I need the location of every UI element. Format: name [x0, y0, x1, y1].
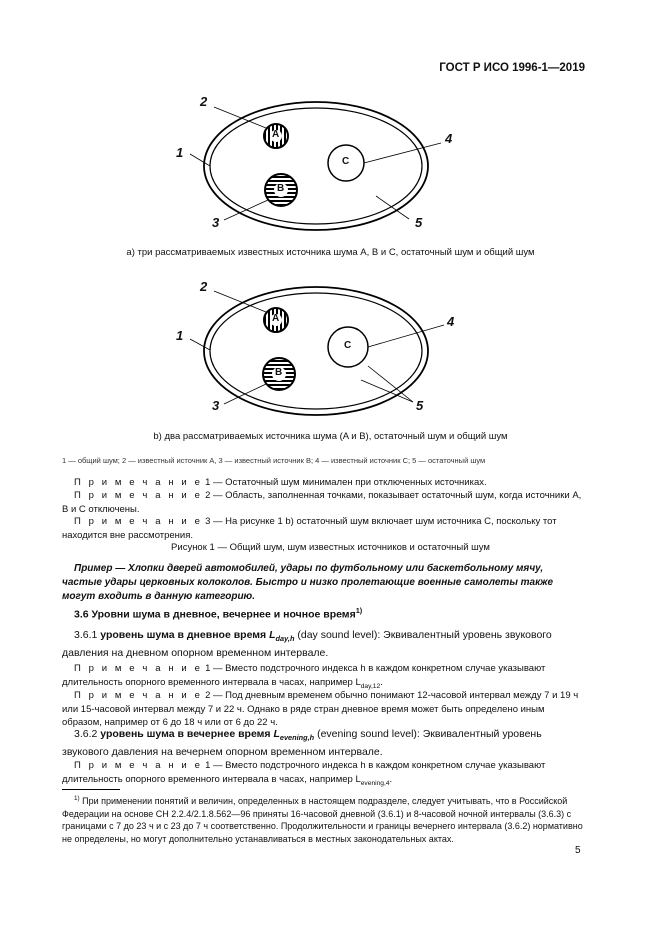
- term-3-6-2-note-1: П р и м е ч а н и е 1 — Вместо подстрочного индекса h в каждом конкретном случае указывают длительность опорного временного интервала в часах, например $L_{evening,4}$.: [62, 760, 546, 787]
- section-heading: [74, 606, 362, 621]
- callout-4a: 4: [445, 131, 453, 146]
- example-paragraph: Пример — Хлопки дверей автомобилей, удары по футбольному или баскетбольному мячу, частые удары церковных колоколов. Быстро и низко пролетающие военные самолеты также могут входить в данную категорию.: [62, 563, 554, 602]
- note-text: 1 — Вместо подстрочного индекса h в каждом конкретном случае указывают длительность опорного временного интервала в часах, например L: [62, 760, 546, 785]
- source-b-label: B: [275, 367, 283, 378]
- callout-1a: 1: [176, 145, 184, 160]
- note-prefix: П р и м е ч а н и е: [74, 477, 203, 488]
- note-text: 1 — Остаточный шум минимален при отключенных источниках.: [202, 477, 487, 488]
- total-noise-boundary-outer: [204, 102, 428, 230]
- figure-b-caption: b) два рассматриваемых источника шума (A и B), остаточный шум и общий шум: [153, 431, 508, 442]
- callout-5b: 5: [416, 398, 424, 413]
- term-definition: (evening sound level): Эквивалентный уровень звукового давления на вечернем опорном временном интервале.: [62, 728, 542, 759]
- term-3-6-1-note-1: П р и м е ч а н и е 1 — Вместо подстрочного индекса h в каждом конкретном случае указывают длительность опорного временного интервала в часах, например $L_{day,12}$.: [62, 663, 546, 690]
- callout-3b: 3: [212, 398, 220, 413]
- note-text: 3 — На рисунке 1 b) остаточный шум включает шум источника C, поскольку тот находится вне рассмотрения.: [62, 516, 557, 541]
- note-subscript: day,12: [360, 682, 381, 690]
- note-text: 2 — Область, заполненная точками, показывает остаточный шум, когда источники A, B и C отключены.: [62, 490, 582, 515]
- note-1: [62, 476, 584, 490]
- source-b-label: B: [277, 183, 285, 194]
- source-a-label: A: [272, 313, 280, 324]
- callout-5a: 5: [415, 215, 423, 230]
- footnote-mark: 1): [74, 795, 80, 802]
- figure-a-caption: а) три рассматриваемых известных источника шума A, B и C, остаточный шум и общий шум: [126, 247, 535, 258]
- note-3: [62, 515, 584, 542]
- source-c-label: C: [342, 156, 350, 167]
- callout-2b: 2: [200, 279, 208, 294]
- section-heading-text: 3.6 Уровни шума в дневное, вечернее и ночное время: [74, 608, 356, 621]
- term-symbol-subscript: evening,h: [279, 733, 315, 743]
- note-prefix: П р и м е ч а н и е: [74, 760, 203, 771]
- term-name: уровень шума в вечернее время: [100, 728, 274, 740]
- note-text: 2 — Под дневным временем обычно понимают 12-часовой интервал между 7 и 19 ч или 15-часовой интервал между 7 и 22 ч. Однако в ряде стран дневное время может быть определено иным образом, например от 6 до 18 ч или от 6 до 22 ч.: [62, 690, 579, 728]
- figure-b-diagram: [0, 275, 661, 425]
- note-text: 1 — Вместо подстрочного индекса h в каждом конкретном случае указывают длительность опорного временного интервала в часах, например L: [62, 663, 546, 688]
- figure-legend: 1 — общий шум; 2 — известный источник A, 3 — известный источник B; 4 — известный источник C; 5 — остаточный шум: [62, 456, 486, 465]
- footnote: [62, 793, 584, 845]
- callout-4b: 4: [447, 314, 455, 329]
- page-number: 5: [575, 845, 581, 856]
- footnote-ref: 1): [355, 606, 363, 615]
- document-code: ГОСТ Р ИСО 1996-1—2019: [439, 62, 585, 74]
- callout-3a: 3: [212, 215, 220, 230]
- term-3-6-1-note-2: [62, 689, 584, 730]
- clause-number: 3.6.2: [74, 728, 101, 740]
- term-symbol-subscript: day,h: [275, 634, 295, 644]
- source-c-label: C: [344, 340, 352, 351]
- total-noise-boundary-inner: [210, 108, 422, 224]
- note-subscript: evening,4: [360, 779, 390, 787]
- footnote-separator: [62, 789, 120, 790]
- footnote-text: При применении понятий и величин, определенных в настоящем подразделе, следует учитывать, что в Российской Федерации на основе СН 2.2.4/2.1.8.562—96 приняты 16-часовой дневной (3.6.1) и 8-часовой ночной интервалы (3.6.3) с границами с 7 до 23 ч и с 23 до 7 ч соответственно. Продолжительности и границы вечернего интервала (3.6.2) нормативно не определены, но могут дополнительно устанавливаться в местных законодательных актах.: [62, 796, 583, 844]
- term-3-6-1: [62, 628, 584, 661]
- callout-1b: 1: [176, 328, 184, 343]
- figure-title: Рисунок 1 — Общий шум, шум известных источников и остаточный шум: [171, 542, 490, 553]
- figure-a-diagram: [0, 88, 661, 238]
- note-2: [62, 489, 584, 516]
- callout-2a: 2: [200, 94, 208, 109]
- total-noise-boundary-outer: [204, 287, 428, 415]
- source-a-label: A: [272, 129, 280, 140]
- term-definition: (day sound level): Эквивалентный уровень звукового давления на дневном опорном временном интервале.: [62, 629, 552, 660]
- note-prefix: П р и м е ч а н и е: [74, 516, 203, 527]
- note-prefix: П р и м е ч а н и е: [74, 690, 203, 701]
- term-name: уровень шума в дневное время: [100, 629, 270, 641]
- term-3-6-2: [62, 727, 584, 760]
- term-symbol: L: [269, 629, 276, 641]
- term-symbol: L: [273, 728, 280, 740]
- note-prefix: П р и м е ч а н и е: [74, 663, 203, 674]
- clause-number: 3.6.1: [74, 629, 101, 641]
- total-noise-boundary-inner: [210, 293, 422, 409]
- note-prefix: П р и м е ч а н и е: [74, 490, 203, 501]
